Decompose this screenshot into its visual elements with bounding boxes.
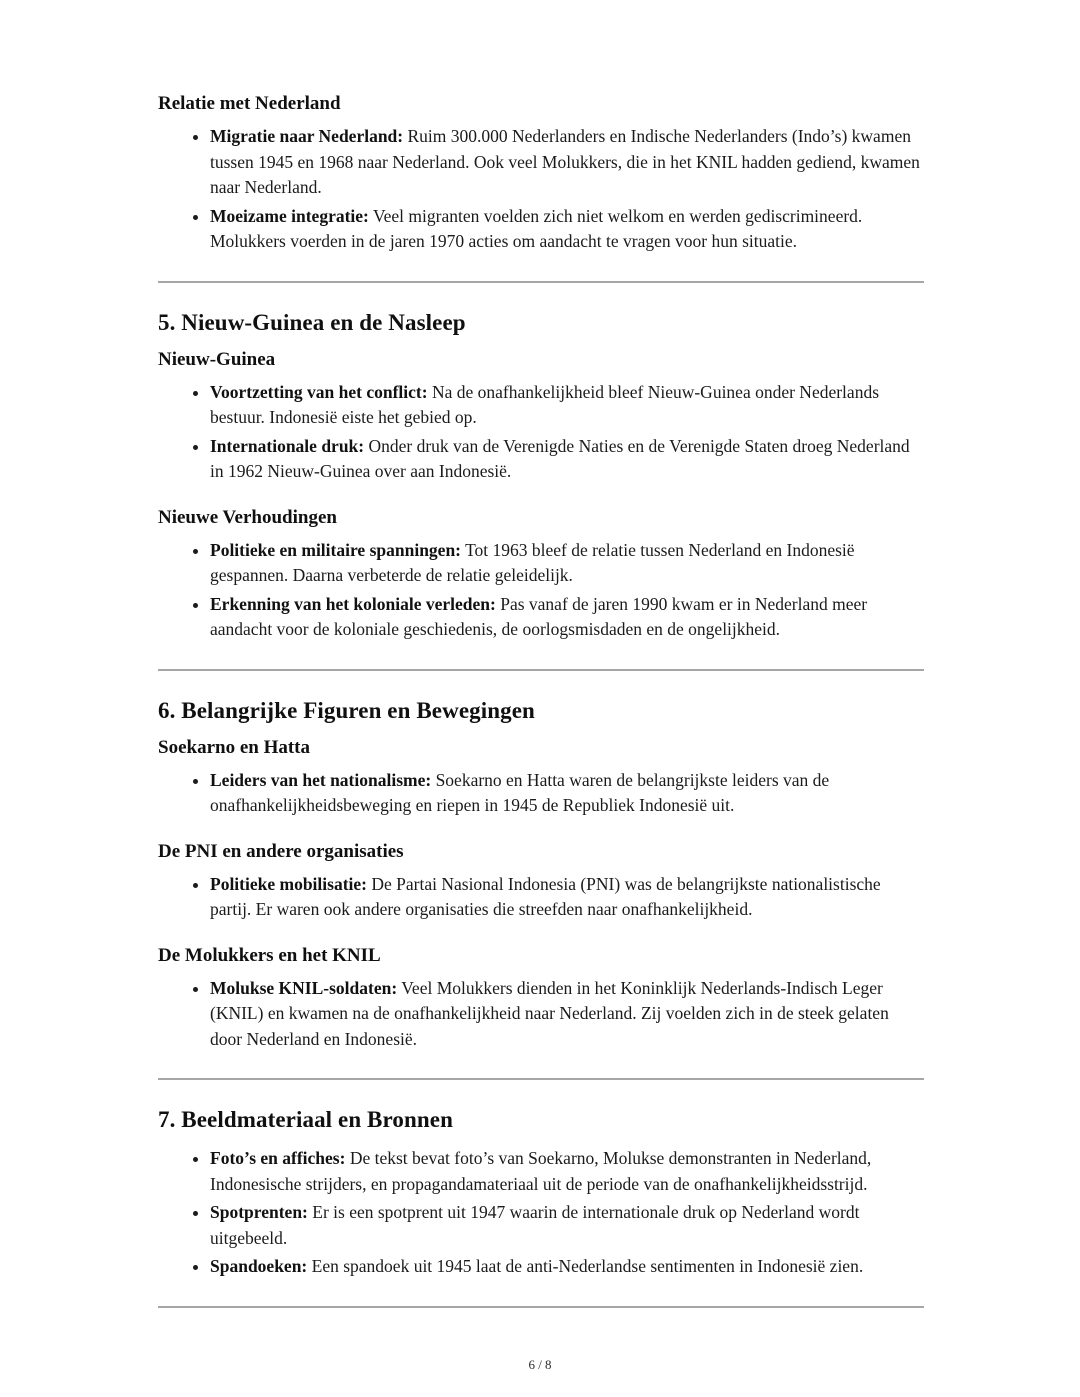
bullet-label: Voortzetting van het conflict:: [210, 381, 428, 402]
bullet-text: Onder druk van de Verenigde Naties en de Verenigde Staten droeg Nederland in 1962 Nieuw-Guinea over aan Indonesië.: [210, 435, 910, 481]
section-relatie-met-nederland: [158, 93, 924, 255]
bullet-label: Migratie naar Nederland:: [210, 126, 404, 146]
page-content: [158, 93, 924, 1335]
subsection: [158, 945, 924, 1053]
bullet-text: Er is een spotprent uit 1947 waarin de internationale druk op Nederland wordt uitgebeeld.: [210, 1202, 860, 1248]
bullet-label: Molukse KNIL-soldaten:: [210, 977, 398, 998]
section-heading: 5. Nieuw-Guinea en de Nasleep: [158, 309, 466, 335]
subsection: [158, 841, 924, 923]
subsection-title: De Molukkers en het KNIL: [158, 944, 381, 966]
subsection-title: De PNI en andere organisaties: [158, 840, 404, 862]
bullet-label: Spandoeken:: [210, 1256, 308, 1276]
section-divider: [158, 1306, 924, 1308]
page-number: 6 / 8: [528, 1357, 552, 1372]
bullet-item: [210, 872, 924, 923]
bullet-text: Veel migranten voelden zich niet welkom en werden gediscrimineerd. Molukkers voerden in de jaren 1970 acties om aandacht te vragen voor hun situatie.: [210, 205, 863, 251]
section-divider: [158, 1078, 924, 1080]
bullet-label: Leiders van het nationalisme:: [210, 769, 432, 790]
bullet-item: [210, 592, 924, 643]
bullet-item: [210, 380, 924, 431]
section-5-nieuw-guinea: [158, 310, 924, 643]
bullet-text: Na de onafhankelijkheid bleef Nieuw-Guinea onder Nederlands bestuur. Indonesië eiste het gebied op.: [210, 381, 879, 427]
section-heading: 7. Beeldmateriaal en Bronnen: [158, 1107, 453, 1132]
bullet-text: Soekarno en Hatta waren de belangrijkste leiders van de onafhankelijkheidsbeweging en riepen in 1945 de Republiek Indonesië uit.: [210, 769, 830, 815]
subsection-title: Nieuwe Verhoudingen: [158, 506, 337, 528]
bullet-text: Tot 1963 bleef de relatie tussen Nederland en Indonesië gespannen. Daarna verbeterde de relatie geleidelijk.: [210, 539, 855, 585]
subsection: [158, 93, 924, 255]
bullet-list: [158, 538, 924, 643]
bullet-item: [210, 1254, 924, 1280]
bullet-list: [158, 768, 924, 819]
bullet-label: Erkenning van het koloniale verleden:: [210, 593, 496, 614]
bullet-label: Spotprenten:: [210, 1202, 308, 1222]
bullet-item: [210, 768, 924, 819]
bullet-text: Een spandoek uit 1945 laat de anti-Nederlandse sentimenten in Indonesië zien.: [311, 1256, 864, 1276]
bullet-label: Politieke mobilisatie:: [210, 873, 367, 894]
bullet-text: Ruim 300.000 Nederlanders en Indische Nederlanders (Indo’s) kwamen tussen 1945 en 1968 naar Nederland. Ook veel Molukkers, die in het KNIL hadden gediend, kwamen naar Nederland.: [210, 126, 920, 197]
bullet-list: [158, 380, 924, 485]
section-6-belangrijke-figuren: [158, 698, 924, 1053]
bullet-list: [158, 124, 924, 255]
bullet-list: [158, 976, 924, 1053]
subsection-title: Soekarno en Hatta: [158, 736, 310, 758]
bullet-label: Moeizame integratie:: [210, 205, 369, 226]
subsection: [158, 349, 924, 485]
bullet-item: [210, 204, 924, 255]
subsection: [158, 737, 924, 819]
bullet-text: Veel Molukkers dienden in het Koninklijk Nederlands-Indisch Leger (KNIL) en kwamen na de onafhankelijkheid naar Nederland. Zij voelden zich in de steek gelaten door Nederland en Indonesië.: [210, 977, 889, 1049]
subsection: [158, 507, 924, 643]
bullet-item: [210, 538, 924, 589]
bullet-list: [158, 1146, 924, 1280]
bullet-list: [158, 872, 924, 923]
bullet-item: [210, 976, 924, 1053]
section-divider: [158, 669, 924, 671]
subsection-title: Nieuw-Guinea: [158, 348, 276, 370]
bullet-label: Politieke en militaire spanningen:: [210, 539, 461, 560]
section-heading: 6. Belangrijke Figuren en Bewegingen: [158, 697, 535, 723]
bullet-item: [210, 434, 924, 485]
bullet-label: Foto’s en affiches:: [210, 1148, 346, 1168]
bullet-item: [210, 124, 924, 201]
subsection-title: Relatie met Nederland: [158, 93, 341, 114]
bullet-text: De Partai Nasional Indonesia (PNI) was de belangrijkste nationalistische partij. Er waren ook andere organisaties die streefden naar onafhankelijkheid.: [210, 873, 881, 919]
section-7-beeldmateriaal: [158, 1107, 924, 1280]
bullet-item: [210, 1200, 924, 1251]
bullet-text: Pas vanaf de jaren 1990 kwam er in Nederland meer aandacht voor de koloniale geschiedenis, de oorlogsmisdaden en de ongelijkheid.: [210, 593, 868, 639]
bullet-item: [210, 1146, 924, 1197]
bullet-label: Internationale druk:: [210, 435, 365, 456]
bullet-text: De tekst bevat foto’s van Soekarno, Molukse demonstranten in Nederland, Indonesische strijders, en propagandamateriaal uit de periode van de onafhankelijkheidsstrijd.: [210, 1148, 872, 1194]
section-divider: [158, 281, 924, 283]
